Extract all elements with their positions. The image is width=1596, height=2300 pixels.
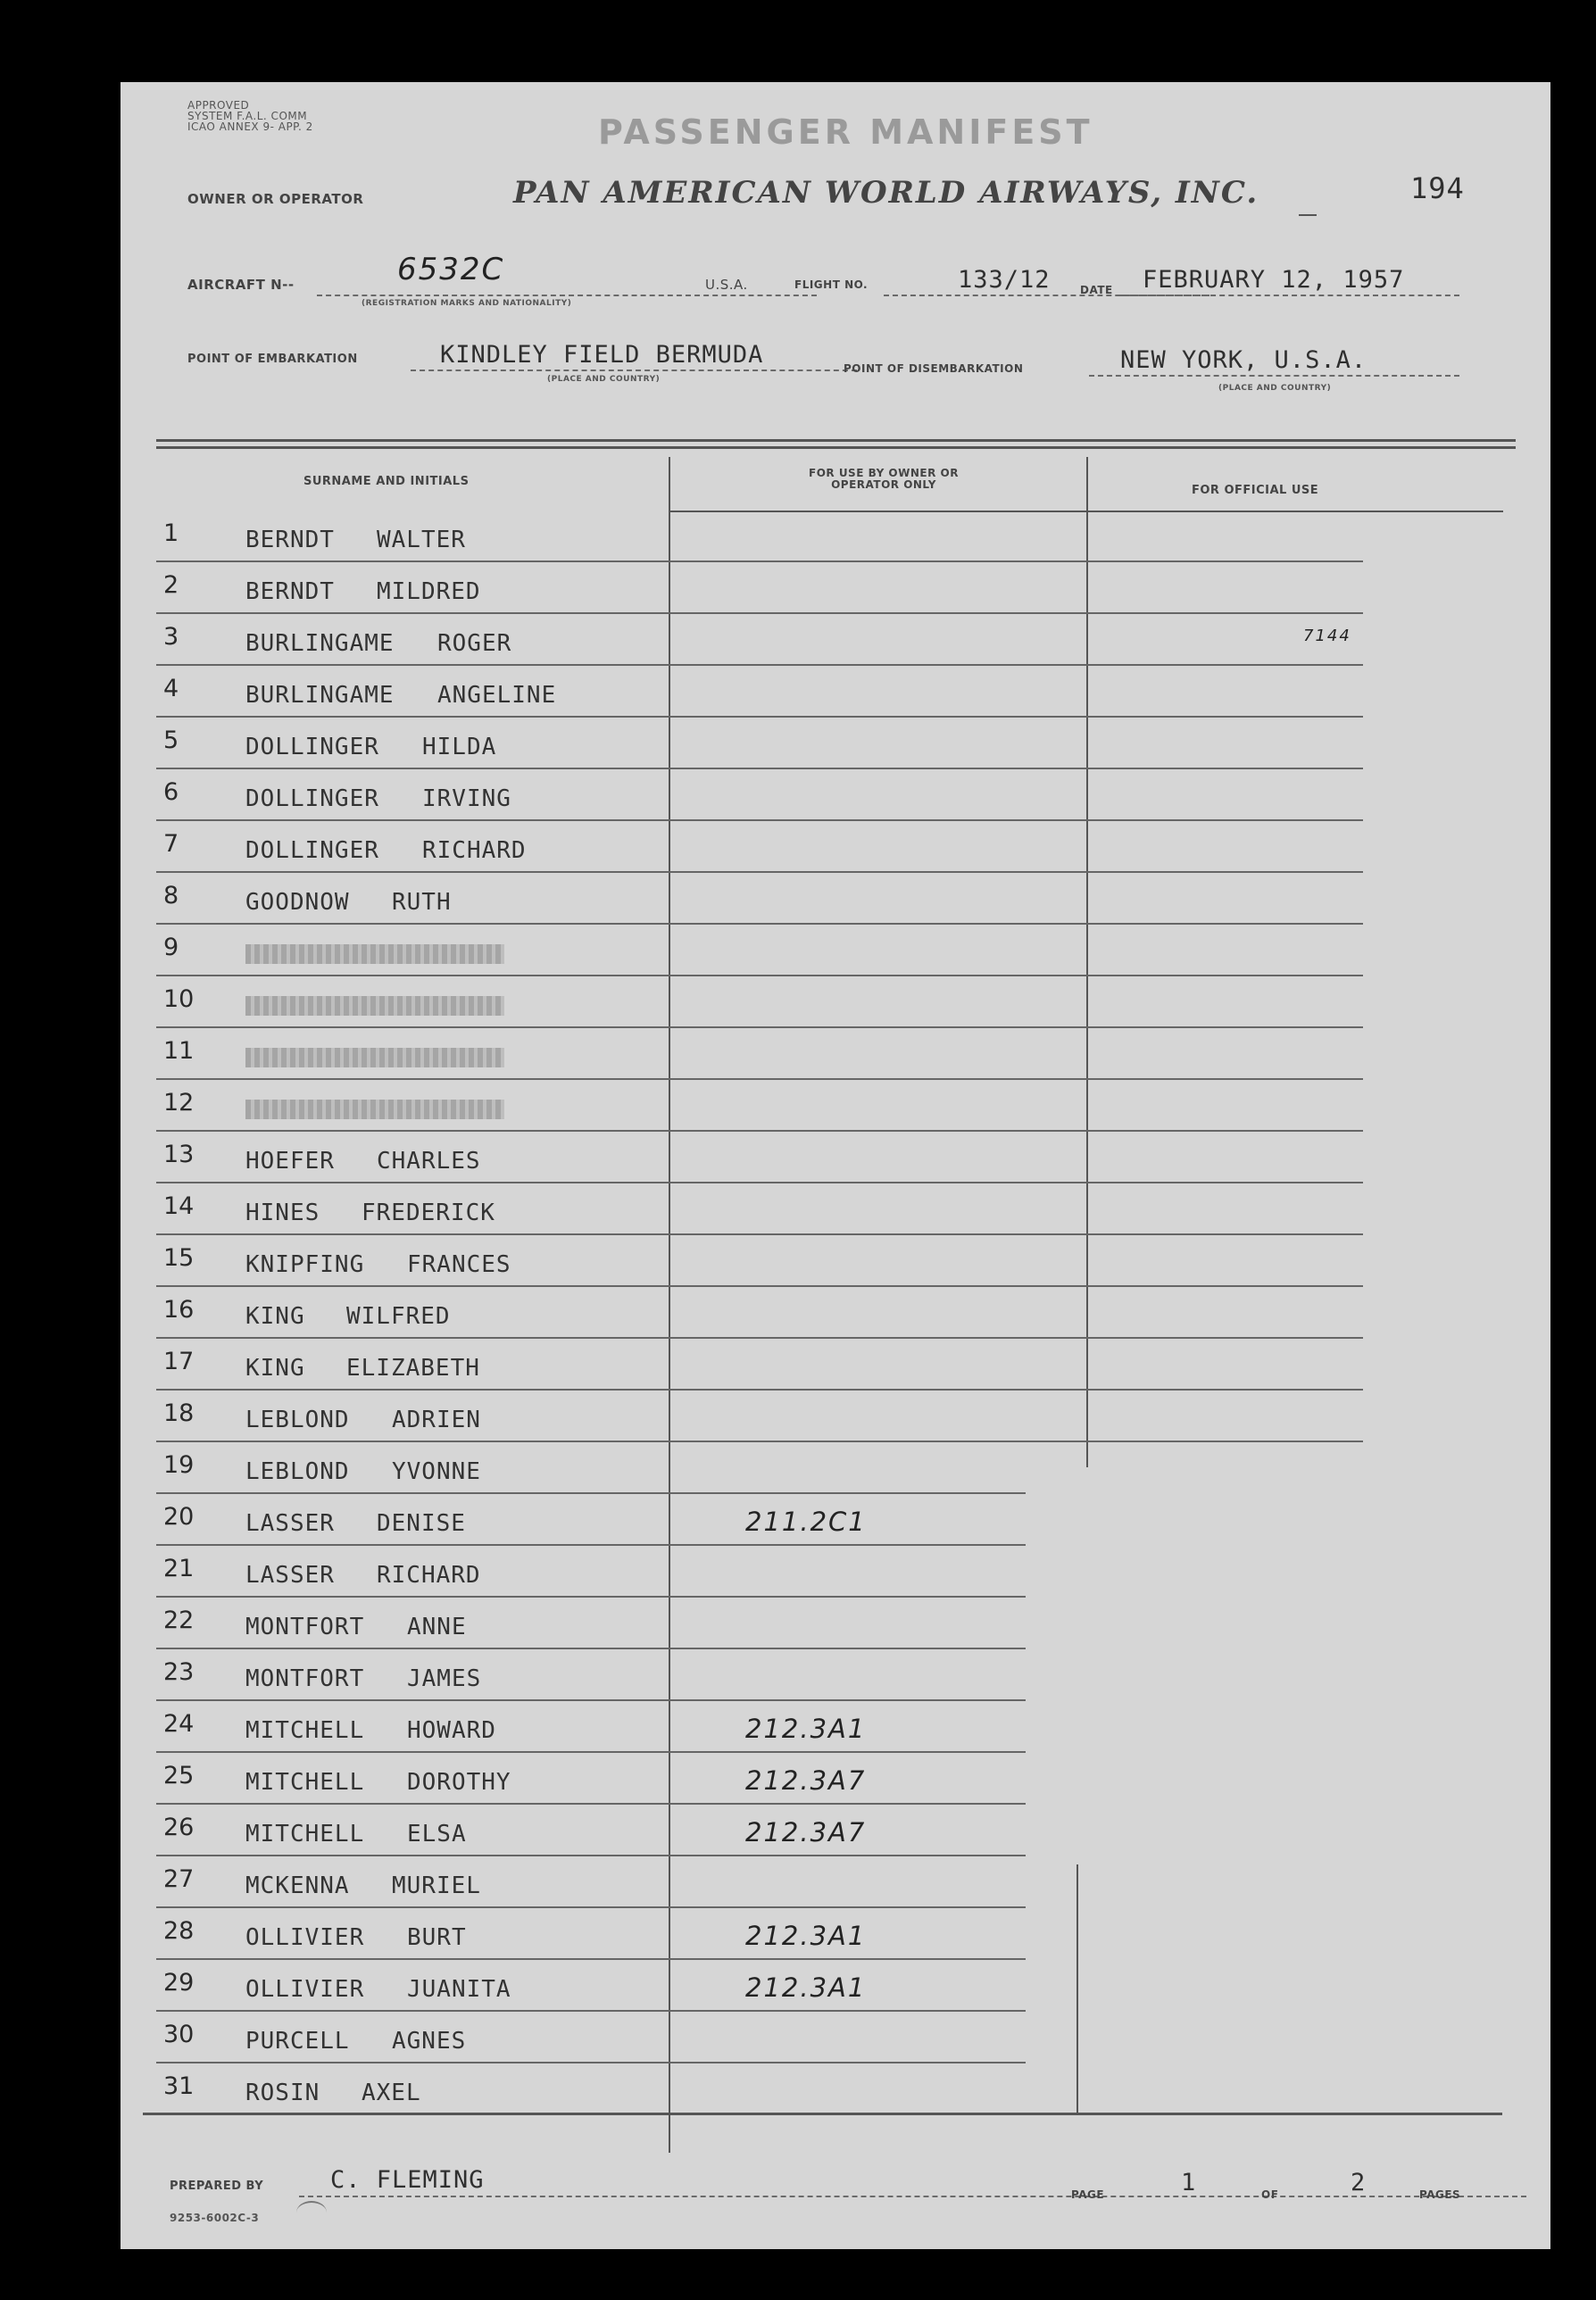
embark-label: POINT OF EMBARKATION [187,353,358,366]
row-number: 19 [163,1451,195,1479]
passenger-given-name: FREDERICK [362,1200,495,1226]
table-rule [143,2113,1502,2115]
list-item [121,1494,1550,1546]
row-number: 28 [163,1917,195,1945]
place-caption: (PLACE AND COUNTRY) [1218,384,1332,393]
nationality: U.S.A. [705,277,748,293]
passenger-given-name: BURT [407,1924,467,1951]
disembarkation-point: NEW YORK, U.S.A. [1120,346,1367,374]
aircraft-label: AIRCRAFT N-- [187,277,295,293]
date-underline [1120,295,1459,296]
list-item [121,614,1550,666]
printer-logo-icon [296,2201,327,2224]
approval-block [187,100,313,132]
row-number: 20 [163,1503,195,1531]
row-number: 21 [163,1555,195,1582]
row-number: 10 [163,985,195,1013]
passenger-given-name: ELSA [407,1821,467,1847]
list-item [121,1442,1550,1494]
page-label: PAGE [1071,2188,1105,2201]
row-number: 6 [163,778,179,806]
list-item [121,1132,1550,1183]
passenger-surname: LEBLOND [245,1407,350,1433]
passenger-given-name: ROGER [437,630,512,657]
passenger-given-name: ANNE [407,1614,467,1640]
row-number: 5 [163,727,179,754]
flight-label: FLIGHT NO. [794,278,869,291]
passenger-surname: LASSER [245,1562,335,1589]
table-rule [156,446,1516,449]
passenger-surname: OLLIVIER [245,1924,365,1951]
row-number: 13 [163,1141,195,1168]
disembark-underline [1089,375,1459,377]
passenger-given-name: HOWARD [407,1717,496,1744]
passenger-surname: LEBLOND [245,1458,350,1485]
registration-caption: (REGISTRATION MARKS AND NATIONALITY) [362,299,572,308]
list-item [121,1753,1550,1805]
row-number: 9 [163,934,179,961]
passenger-surname: MITCHELL [245,1821,365,1847]
passenger-surname: HOEFER [245,1148,335,1175]
redacted-name [245,996,504,1016]
list-item [121,666,1550,718]
row-number: 25 [163,1762,195,1789]
row-number: 24 [163,1710,195,1738]
list-item [121,925,1550,976]
list-item [121,1235,1550,1287]
row-number: 4 [163,675,179,702]
aircraft-underline [317,295,817,296]
passenger-given-name: ELIZABETH [346,1355,480,1382]
redacted-name [245,1048,504,1067]
passenger-surname: KING [245,1355,305,1382]
list-item [121,976,1550,1028]
row-number: 27 [163,1865,195,1893]
row-number: 29 [163,1969,195,1997]
flight-number: 133/12 [958,266,1051,294]
passenger-given-name: RICHARD [422,837,527,864]
list-item [121,1908,1550,1960]
list-item [121,1598,1550,1649]
row-number: 17 [163,1348,195,1375]
row-number: 26 [163,1814,195,1841]
embark-underline [411,369,857,371]
list-item [121,1080,1550,1132]
passenger-surname: DOLLINGER [245,837,379,864]
row-number: 3 [163,623,179,651]
passenger-given-name: DENISE [377,1510,466,1537]
passenger-given-name: WALTER [377,527,466,553]
approval-line: APPROVED [187,99,250,112]
passenger-given-name: CHARLES [377,1148,481,1175]
list-item [121,2063,1550,2115]
list-item [121,873,1550,925]
embarkation-point: KINDLEY FIELD BERMUDA [440,341,764,369]
passenger-surname: PURCELL [245,2028,350,2055]
passenger-surname: BURLINGAME [245,682,395,709]
flight-date: FEBRUARY 12, 1957 [1143,266,1405,294]
passenger-given-name: HILDA [422,734,497,760]
list-item [121,1183,1550,1235]
pages-label: PAGES [1419,2188,1461,2201]
passenger-surname: KNIPFING [245,1251,365,1278]
redacted-name [245,1100,504,1119]
row-number: 16 [163,1296,195,1324]
operator-code: 212.3A1 [745,1714,867,1744]
row-number: 31 [163,2072,195,2100]
passenger-surname: BERNDT [245,578,335,605]
approval-line: ICAO ANNEX 9- APP. 2 [187,120,313,133]
row-number: 2 [163,571,179,599]
passenger-given-name: AXEL [362,2080,421,2106]
list-item [121,1856,1550,1908]
place-caption: (PLACE AND COUNTRY) [547,375,661,384]
passenger-given-name: MURIEL [392,1872,481,1899]
list-item [121,2012,1550,2063]
operator-code: 212.3A1 [745,1972,867,2003]
dash [1299,214,1317,216]
list-item [121,718,1550,769]
row-number: 15 [163,1244,195,1272]
list-item [121,1287,1550,1339]
approval-line: SYSTEM F.A.L. COMM [187,110,308,122]
row-number: 22 [163,1607,195,1634]
row-number: 18 [163,1399,195,1427]
list-item [121,769,1550,821]
row-number: 8 [163,882,179,909]
official-mark: 7144 [1303,627,1351,645]
passenger-surname: MITCHELL [245,1769,365,1796]
disembark-label: POINT OF DISEMBARKATION [844,362,1024,375]
row-number: 12 [163,1089,195,1117]
row-number: 1 [163,519,179,547]
passenger-given-name: YVONNE [392,1458,481,1485]
passenger-given-name: RICHARD [377,1562,481,1589]
col-header-surname: SURNAME AND INITIALS [303,475,470,488]
operator-code: 212.3A1 [745,1921,867,1951]
passenger-given-name: FRANCES [407,1251,511,1278]
passenger-given-name: JAMES [407,1665,482,1692]
list-item [121,1960,1550,2012]
owner-label: OWNER OR OPERATOR [187,191,364,207]
passenger-surname: HINES [245,1200,320,1226]
operator-name: PAN AMERICAN WORLD AIRWAYS, INC. [513,175,1259,211]
manifest-sheet [121,82,1550,2249]
redacted-name [245,944,504,964]
passenger-surname: BERNDT [245,527,335,553]
list-item [121,1701,1550,1753]
passenger-surname: KING [245,1303,305,1330]
passenger-surname: BURLINGAME [245,630,395,657]
row-number: 30 [163,2021,195,2048]
row-number: 11 [163,1037,195,1065]
col-header-owner-use: FOR USE BY OWNER OR OPERATOR ONLY [809,467,959,491]
table-rule [156,439,1516,442]
passenger-given-name: WILFRED [346,1303,451,1330]
footer-underline [299,2196,1526,2197]
passenger-given-name: ADRIEN [392,1407,481,1433]
passenger-given-name: JUANITA [407,1976,511,2003]
date-label: DATE [1080,284,1113,296]
operator-code: 212.3A7 [745,1765,867,1796]
page-number: 1 [1181,2169,1197,2196]
row-number: 23 [163,1658,195,1686]
list-item [121,1339,1550,1391]
row-number: 14 [163,1192,195,1220]
list-item [121,821,1550,873]
page-total: 2 [1351,2169,1367,2196]
passenger-given-name: ANGELINE [437,682,557,709]
document-title: PASSENGER MANIFEST [598,112,1093,152]
passenger-surname: OLLIVIER [245,1976,365,2003]
list-item [121,1391,1550,1442]
operator-code: 212.3A7 [745,1817,867,1847]
passenger-given-name: RUTH [392,889,452,916]
list-item [121,562,1550,614]
prepared-label: PREPARED BY [170,2180,264,2193]
passenger-surname: GOODNOW [245,889,350,916]
prepared-by: C. FLEMING [330,2166,485,2194]
passenger-surname: MONTFORT [245,1665,365,1692]
col-header-official-use: FOR OFFICIAL USE [1192,484,1319,497]
passenger-surname: LASSER [245,1510,335,1537]
passenger-surname: MCKENNA [245,1872,350,1899]
operator-code: 211.2C1 [745,1507,867,1537]
passenger-given-name: DOROTHY [407,1769,511,1796]
passenger-surname: DOLLINGER [245,734,379,760]
list-item [121,1649,1550,1701]
list-item [121,1805,1550,1856]
passenger-given-name: AGNES [392,2028,467,2055]
passenger-given-name: IRVING [422,785,511,812]
passenger-surname: ROSIN [245,2080,320,2106]
aircraft-registration: 6532C [397,252,505,287]
page-stamp: 194 [1410,171,1465,205]
passenger-surname: MITCHELL [245,1717,365,1744]
of-label: OF [1261,2188,1279,2201]
list-item [121,1028,1550,1080]
form-number: 9253-6002C-3 [170,2212,260,2224]
passenger-surname: MONTFORT [245,1614,365,1640]
row-number: 7 [163,830,179,858]
list-item [121,1546,1550,1598]
list-item [121,511,1550,562]
passenger-surname: DOLLINGER [245,785,379,812]
passenger-given-name: MILDRED [377,578,481,605]
